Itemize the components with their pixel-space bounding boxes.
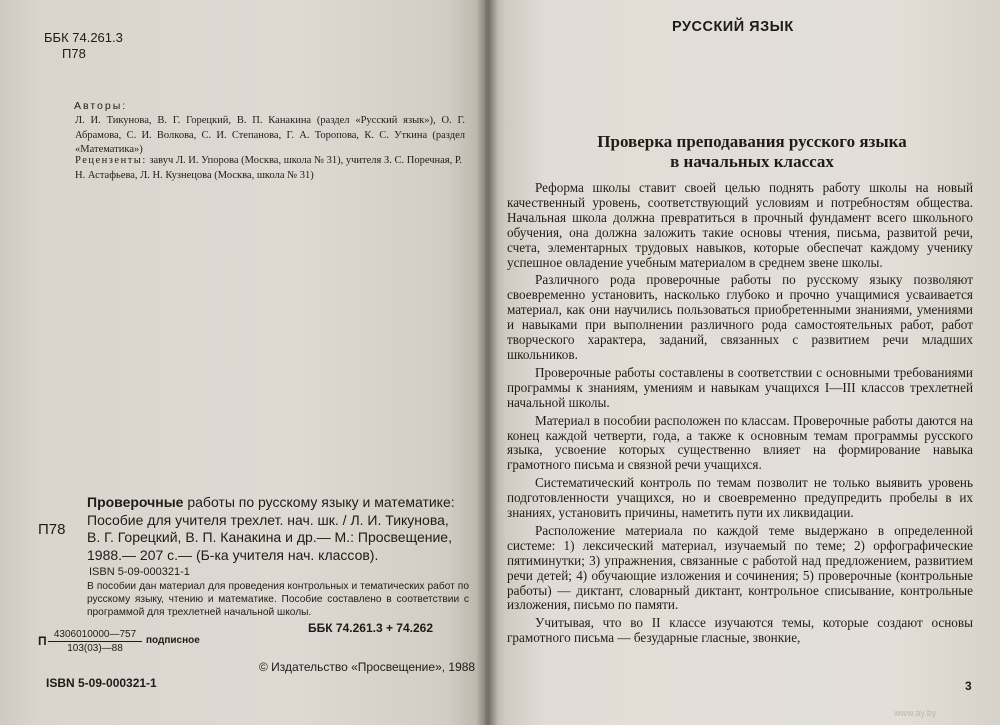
bib-line-1: работы по русскому языку и математике:	[187, 494, 455, 510]
side-author-mark: П78	[38, 521, 66, 538]
chapter-title-line-1: Проверка преподавания русского языка	[597, 132, 907, 151]
annotation: В пособии дан материал для проведения контрольных и тематических работ по русскому языку, чтению и математике. Пособие составлено в соответствии с программой для трехлетней начальной школы.	[87, 581, 469, 619]
chapter-title	[530, 132, 974, 172]
body-text	[507, 181, 973, 649]
left-page	[0, 0, 485, 725]
index-fraction	[48, 629, 142, 654]
reviewers-list: завуч Л. И. Упорова (Москва, школа № 31), учителя З. С. Поречная, Р. Н. Астафьева, Л. Н. Кузнецова (Москва, школа № 31)	[75, 155, 463, 181]
watermark: www.ay.by	[894, 708, 937, 718]
paragraph: Различного рода проверочные работы по русскому языку позволяют своевременно установить, насколько глубоко и прочно учащимися усваивается материал, как они научились пользоваться приобретенными знаниями, умениями и навыками при выполнении различного рода самостоятельных работ, работ творческого характера, заданий, связанных с развитием речи младших школьников.	[507, 272, 973, 362]
chapter-title-line-2: в начальных классах	[670, 152, 834, 171]
paragraph: Проверочные работы составлены в соответствии с основными требованиями программы к знаниям, умениям и навыкам учащихся I—III классов трехлетней начальной школы.	[507, 364, 973, 410]
section-title: РУССКИЙ ЯЗЫК	[672, 19, 794, 35]
subscription-note: подписное	[146, 635, 200, 646]
bib-line-3: В. Г. Горецкий, В. П. Канакина и др.— М.: Просвещение,	[87, 529, 452, 546]
fraction-denominator: 103(03)—88	[67, 643, 123, 654]
page-number: 3	[965, 679, 972, 693]
authors-label: Авторы:	[74, 100, 128, 112]
paragraph: Систематический контроль по темам позволит не только выявить уровень подготовленности учащихся, но и своевременно предупредить пробелы в их знаниях, установить причины, наметить пути их ликвидации.	[507, 475, 973, 521]
author-mark-code: П78	[62, 46, 86, 61]
book-gutter	[476, 0, 498, 725]
bbk-bottom: ББК 74.261.3 + 74.262	[308, 621, 433, 635]
isbn-small: ISBN 5-09-000321-1	[89, 566, 190, 578]
authors-list: Л. И. Тикунова, В. Г. Горецкий, В. П. Канакина (раздел «Русский язык»), О. Г. Абрамова, С. И. Волкова, С. И. Степанова, Г. А. Торопова, К. С. Уткина (раздел «Математика»)	[75, 115, 465, 156]
bib-title-word: Проверочные	[87, 494, 184, 510]
bib-line-4: 1988.— 207 с.— (Б-ка учителя нач. классов).	[87, 546, 379, 563]
reviewers-label: Рецензенты:	[75, 155, 147, 166]
bib-line-2: Пособие для учителя трехлет. нач. шк. / Л. И. Тикунова,	[87, 511, 449, 528]
isbn-bottom: ISBN 5-09-000321-1	[46, 676, 157, 690]
paragraph: Расположение материала по каждой теме выдержано в определенной системе: 1) лексический материал, изучаемый по теме; 2) орфографические пятиминутки; 3) упражнения, связанные с работой над предложением, развитием речи детей; 4) обучающие изложения и сочинения; 5) проверочные (контрольные работы) — диктант, словарный диктант, контрольное списывание, контрольные изложения, письмо по памяти.	[507, 522, 973, 613]
bbk-code: ББК 74.261.3	[44, 30, 123, 45]
copyright: © Издательство «Просвещение», 1988	[259, 660, 476, 674]
reviewers-block	[75, 154, 467, 183]
bibliographic-record	[87, 494, 469, 564]
paragraph: Реформа школы ставит своей целью поднять работу школы на новый качественный уровень, соответствующий условиям и потребностям общества. Начальная школа должна превратиться в прочный фундамент всего школьного обучения, она должна заложить такие основы чтения, письма, развитой речи, счета, элементарных трудовых навыков, которые обеспечат каждому ученику успешное овладение учебным материалом в среднем звене школы.	[507, 180, 973, 270]
fraction-numerator: 4306010000—757	[48, 629, 142, 642]
index-letter: П	[38, 634, 47, 648]
paragraph: Материал в пособии расположен по классам. Проверочные работы даются на конец каждой четверти, года, а также к основным темам программы русского языка, усвоение которых существенно влияет на формирование навыка грамотного письма и связной речи учащихся.	[507, 412, 973, 473]
paragraph: Учитывая, что во II классе изучаются темы, которые создают основы грамотного письма — безударные гласные, звонкие,	[507, 615, 973, 646]
